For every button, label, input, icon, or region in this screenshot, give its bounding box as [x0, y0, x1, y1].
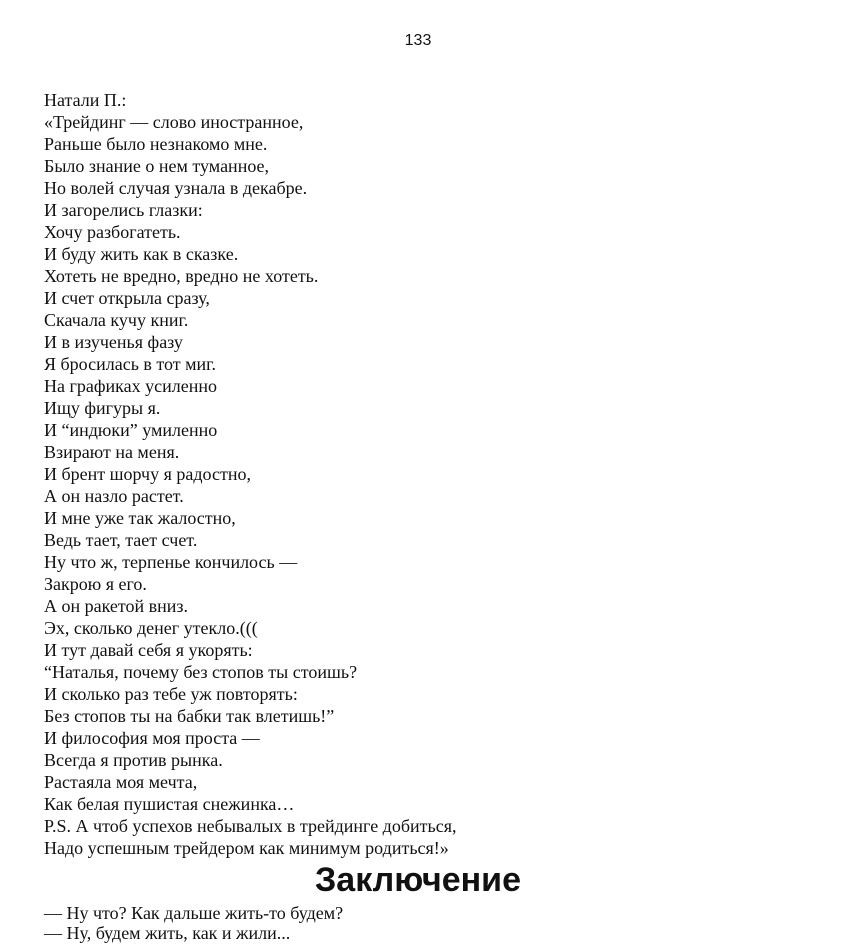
poem-line: И “индюки” умиленно [44, 420, 218, 440]
poem-line: Без стопов ты на бабки так влетишь!” [44, 706, 335, 726]
poem-line: Хочу разбогатеть. [44, 222, 181, 242]
poem-line: Я бросилась в тот миг. [44, 354, 217, 374]
poem-line: Ищу фигуры я. [44, 398, 161, 418]
poem-line: “Наталья, почему без стопов ты стоишь? [44, 662, 358, 682]
poem-line: Закрою я его. [44, 574, 147, 594]
poem-line: А он ракетой вниз. [44, 596, 189, 616]
poem-line: Растаяла моя мечта, [44, 772, 198, 792]
poem-line: Скачала кучу книг. [44, 310, 189, 330]
poem-line: И мне уже так жалостно, [44, 508, 236, 528]
poem-line: И буду жить как в сказке. [44, 244, 239, 264]
poem-line: «Трейдинг — слово иностранное, [44, 112, 304, 132]
section-heading: Заключение [315, 861, 521, 899]
poem-line: И философия моя проста — [44, 728, 260, 748]
poem-line: Натали П.: [44, 90, 127, 110]
poem-line: Но волей случая узнала в декабре. [44, 178, 308, 198]
page-number: 133 [404, 32, 432, 49]
poem-line: И брент шорчу я радостно, [44, 464, 251, 484]
poem-line: P.S. А чтоб успехов небывалых в трейдинге добиться, [44, 816, 457, 836]
poem-line: А он назло растет. [44, 486, 184, 506]
poem-line: И в изученья фазу [44, 332, 183, 352]
poem-line: Ведь тает, тает счет. [44, 530, 198, 550]
poem-line: И загорелись глазки: [44, 200, 203, 220]
poem-block [44, 89, 456, 859]
poem-line: И тут давай себя я укорять: [44, 640, 253, 660]
poem-line: Хотеть не вредно, вредно не хотеть. [44, 266, 319, 286]
poem-line: Было знание о нем туманное, [44, 156, 270, 176]
poem-line: Раньше было незнакомо мне. [44, 134, 268, 154]
poem-line: Как белая пушистая снежинка… [44, 794, 295, 814]
poem-line: Эх, сколько денег утекло.((( [44, 618, 258, 638]
poem-line: И счет открыла сразу, [44, 288, 210, 308]
poem-line: Ну что ж, терпенье кончилось — [44, 552, 298, 572]
poem-line: На графиках усиленно [44, 376, 217, 396]
poem-line: Надо успешным трейдером как минимум родиться!» [44, 838, 449, 858]
poem-line: Взирают на меня. [44, 442, 180, 462]
poem-line: И сколько раз тебе уж повторять: [44, 684, 298, 704]
poem-line: Всегда я против рынка. [44, 750, 223, 770]
dialog-line: — Ну что? Как дальше жить-то будем? [44, 903, 344, 923]
dialog-line-cut: — Ну, будем жить, как и жили... [44, 923, 291, 943]
